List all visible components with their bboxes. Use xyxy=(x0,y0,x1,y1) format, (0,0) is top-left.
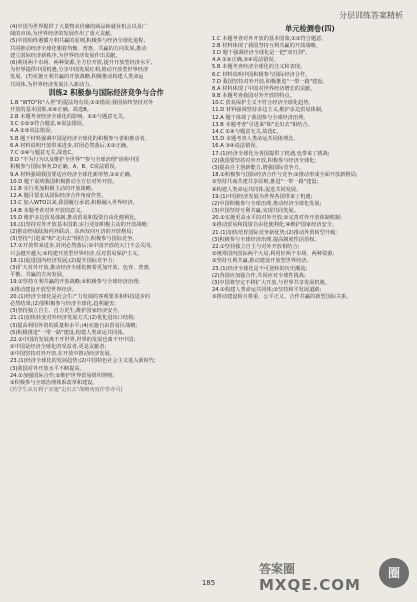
answer-line: 22.①中国的发展离不开世界,世界的发展也离不开中国; xyxy=(10,336,136,343)
answer-line: (5)中国始终遵循互利共赢的原则,积极参与经济全球化进程, xyxy=(10,38,146,45)
answer-line: 3.D 题干强调经济全球化是一把"双刃剑"。 xyxy=(212,49,311,56)
answer-line: ②统筹国内国际两个大局,利用好两个市场、两种资源; xyxy=(212,251,335,258)
answer-line: 12.A 题目要求从国际经济合作角度作答。 xyxy=(10,193,107,200)
answer-line: (3)扩大对外开放,推动经济全球化朝着更加开放、包容、普惠、 xyxy=(10,265,154,271)
answer-line: 15.D 本题考查人类命运共同体理念。 xyxy=(212,136,299,143)
answer-line: (3)中国将坚定不移扩大开放,与世界共享发展机遇。 xyxy=(212,279,330,286)
answer-line: 5.B 本题考查经济全球化的含义和表现。 xyxy=(212,64,306,71)
answer-line: ③坚持共商共建共享原则,推进"一带一路"建设; xyxy=(212,179,319,186)
section-title-training-2: 训练2 积极参与国际经济竞争与合作 xyxy=(48,88,164,98)
answer-line: ③推动建设相互尊重、公平正义、合作共赢的新型国际关系。 xyxy=(212,294,352,301)
answer-line: 16.A ③④说法错误。 xyxy=(212,143,261,150)
answer-line: 6.C 材料说明中国积极参与国际经济合作。 xyxy=(212,71,311,78)
answer-line: 必然结果;(2)要积极参与经济全球化,趋利避害; xyxy=(10,300,116,307)
answer-line: 5.B 题干材料强调中国是经济全球化的积极参与者和推动者。 xyxy=(10,135,150,142)
left-column xyxy=(10,24,202,394)
answer-line: 23.(1)经济全球化的发展趋势;(2)中国特色社会主义进入新时代; xyxy=(10,358,156,365)
page-header: 分层训练答案精析 xyxy=(339,11,403,20)
answer-line: 7.C ③④与题意无关,故选C。 xyxy=(10,150,77,156)
answer-line: (3)我国对外开放水平不断提高。 xyxy=(10,365,85,372)
answer-line: (3)提高利用外资的质量和水平;(4)实施自由贸易区战略; xyxy=(10,322,138,329)
page-number: 185 xyxy=(201,579,216,587)
answer-line: 23.(1)经济全球化是不可逆转的历史潮流; xyxy=(212,265,308,272)
answer-line: 14.C ①④与题意无关,故选C。 xyxy=(212,129,282,136)
answer-line: 12.A 题干体现了我国参与全球经济治理。 xyxy=(212,114,309,121)
answer-line: ④构建人类命运共同体,促进共同发展。 xyxy=(212,186,302,193)
right-main-lines xyxy=(212,36,408,301)
answer-line: 2.B 本题考查经济全球化的影响。①④与题意无关。 xyxy=(10,114,129,121)
answer-line: 8.A 材料体现了中国对世界经济增长的贡献。 xyxy=(212,85,316,92)
answer-line: ②中国是经济全球化的受益者,更是贡献者; xyxy=(10,344,107,351)
answer-line: 18.①积极参与国际经济合作与竞争;②推动形成全面开放新格局; xyxy=(212,172,358,179)
answer-line: 6.A 材料说明开放带来进步,封闭必然落后,①②正确。 xyxy=(10,142,132,149)
answer-line: 4.A ①②正确,③④说法错误。 xyxy=(212,57,279,64)
answer-line: ③坚持互利共赢,推动建设开放型世界经济。 xyxy=(212,258,312,265)
answer-line: 开放的基本国策,②④正确。故选B。 xyxy=(10,106,92,113)
answer-line: 19.①坚持互利共赢的开放战略;②积极参与全球经济治理; xyxy=(10,279,140,286)
answer-line: 11.D 材料强调坚持多边主义,维护多边贸易体制。 xyxy=(212,107,327,114)
answer-line: (6)利用两个市场、两种资源,全方位开放,提升开放型经济水平, xyxy=(10,59,152,66)
answer-line: 阔的市场,为世界经济的发展作出了重大贡献。 xyxy=(10,31,116,38)
answer-line: 10.D 题干说明我国积极推动全方位对外开放。 xyxy=(10,178,118,185)
watermark-badge-icon: 圈 xyxy=(379,558,409,588)
answer-line: 7.D 我国坚持对外开放,积极推进"一带一路"建设。 xyxy=(212,78,328,85)
answer-line: 15.D 维护多边贸易体制,推动贸易和投资自由化便利化。 xyxy=(10,214,140,221)
answer-line: 18.(1)促进国内经济发展;(2)提升国际竞争力; xyxy=(10,257,115,264)
answer-line: (2)推动形成陆海内外联动、东西双向互济的开放格局; xyxy=(10,229,134,236)
answer-line: 14.B 本题考查对外开放的意义。 xyxy=(10,207,86,214)
answer-line: 16.(1)坚持对外开放基本国策,实行更加积极主动的开放战略; xyxy=(10,221,149,228)
answer-line: 1.C 本题考查对外开放的基本国策,①②符合题意。 xyxy=(212,35,327,42)
answer-line: 11.B 实行更加积极主动的开放战略。 xyxy=(10,185,97,192)
answer-line: 21.(1)加快转变对外经济发展方式;(2)优化进出口结构; xyxy=(10,315,136,322)
answer-line: 24.①构建人类命运共同体;②坚持和平发展道路; xyxy=(212,287,322,294)
answer-line: 20.(1)经济全球化是社会生产力发展的客观要求和科技进步的 xyxy=(10,293,151,300)
answer-line: 10.C 贸易保护主义不符合经济全球化趋势。 xyxy=(212,100,314,107)
answer-line: ③推动建设开放型世界经济。 xyxy=(10,286,77,293)
answer-line: 共同推动经济全球化朝着均衡、普惠、共赢的方向发展,推动 xyxy=(10,45,147,52)
answer-line: 2.B 材料体现了我国坚持互利共赢的开放战略。 xyxy=(212,42,321,49)
answer-line: 9.B 本题考查我国对外开放的特点。 xyxy=(212,93,295,100)
answer-line: 为世界提供中国机遇,分享中国发展红利,推动开放型世界经济 xyxy=(10,67,149,74)
section-title-unit-test-4: 单元检测卷(四) xyxy=(285,24,335,33)
answer-line: (3)坚持独立自主、自力更生,维护国家经济安全。 xyxy=(10,308,123,315)
watermark-site: MXQE.COM xyxy=(259,576,361,594)
right-column xyxy=(212,24,408,302)
answer-line: 17.①开放带来进步,封闭必然落后;②中国开放的大门不会关闭, xyxy=(10,243,152,250)
answer-line: (3)中国坚持互利共赢,实现共同发展。 xyxy=(212,208,299,215)
answer-line: 9.A 材料强调我国要适应经济全球化新形势,①②正确。 xyxy=(10,171,135,178)
answer-line: 21.(1)加快培育国际竞争新优势;(2)推动外贸转型升级; xyxy=(212,229,338,236)
answer-line: 24.①加强国际合作;②维护世界贸易组织规则; xyxy=(10,372,115,379)
answer-line: 19.(1)中国经济发展为世界各国带来了机遇; xyxy=(212,193,313,200)
watermark-logo xyxy=(259,558,409,596)
answer-line: ③中国坚持对外开放,在开放中推动经济发展。 xyxy=(10,351,115,358)
left-top-lines xyxy=(10,24,202,88)
answer-line: (2)各国应加强合作,共同应对全球性挑战; xyxy=(212,272,306,279)
answer-line: (4)中国为世界提供了大量物美价廉的商品和就业机会以及广 xyxy=(10,24,148,30)
answer-line: 发展。(7)实施互利共赢的开放战略,积极推动构建人类命运 xyxy=(10,74,144,81)
left-note: (若学生从有利于实施"走出去"战略角度作答亦可) xyxy=(10,387,123,394)
answer-line: 共同体,为世界经济发展注入新动力。 xyxy=(10,81,95,88)
answer-line: 20.①实施更高水平的对外开放;②完善对外开放体制机制; xyxy=(212,215,342,222)
answer-line: (2)我国要坚持对外开放,积极参与经济全球化; xyxy=(212,157,317,164)
answer-line: (3)积极参与全球经济治理,提高制度性话语权。 xyxy=(212,236,320,243)
left-main-lines xyxy=(10,100,202,387)
answer-line: 1.B "WTO"和"入世"的提法均有误,①③错误;我国始终坚持对外 xyxy=(10,99,154,106)
answer-line: 22.①坚持独立自主与对外开放相结合; xyxy=(212,244,300,251)
answer-line: 4.A ②③说法错误。 xyxy=(10,128,56,135)
answer-line: (3)提高自主创新能力,增强国际竞争力。 xyxy=(212,164,304,171)
answer-line: (3)坚持"引进来"和"走出去"相结合,积极参与国际竞争。 xyxy=(10,236,138,243)
answer-line: 平衡、共赢的方向发展。 xyxy=(10,272,68,279)
answer-line: 积极参与国际事务,D正确。A、B、C说法错误。 xyxy=(10,164,120,171)
answer-line: 13.B 本题考查"引进来"和"走出去"相结合。 xyxy=(212,121,313,128)
answer-line: (5)积极推进"一带一路"建设,构建人类命运共同体。 xyxy=(10,329,128,336)
answer-line: (2)中国积极参与全球治理,推动经济全球化发展; xyxy=(212,200,322,207)
answer-line: 只会越开越大;③构建开放型世界经济,反对贸易保护主义。 xyxy=(10,250,143,257)
answer-line: 13.C 加入WTO以来,我国履行承诺,积极融入世界经济。 xyxy=(10,200,138,207)
answer-line: ③推动贸易和投资自由化便利化;④维护国家经济安全。 xyxy=(212,222,338,229)
answer-line: 8.D "不为行为以及维护全世界""参与全球治理"说明中国 xyxy=(10,157,140,164)
answer-line: ③积极参与全球治理体系改革和建设。 xyxy=(10,380,98,386)
answer-line: 3.C ①②③符合题意,④说法错误。 xyxy=(10,121,88,128)
answer-line: 17.(1)经济全球化为各国提供了机遇,也带来了挑战; xyxy=(212,150,330,157)
watermark-brand-cn: 答案圈 xyxy=(259,562,296,576)
answer-line: 建立国际经济新秩序,为世界经济发展作出贡献。 xyxy=(10,52,121,59)
